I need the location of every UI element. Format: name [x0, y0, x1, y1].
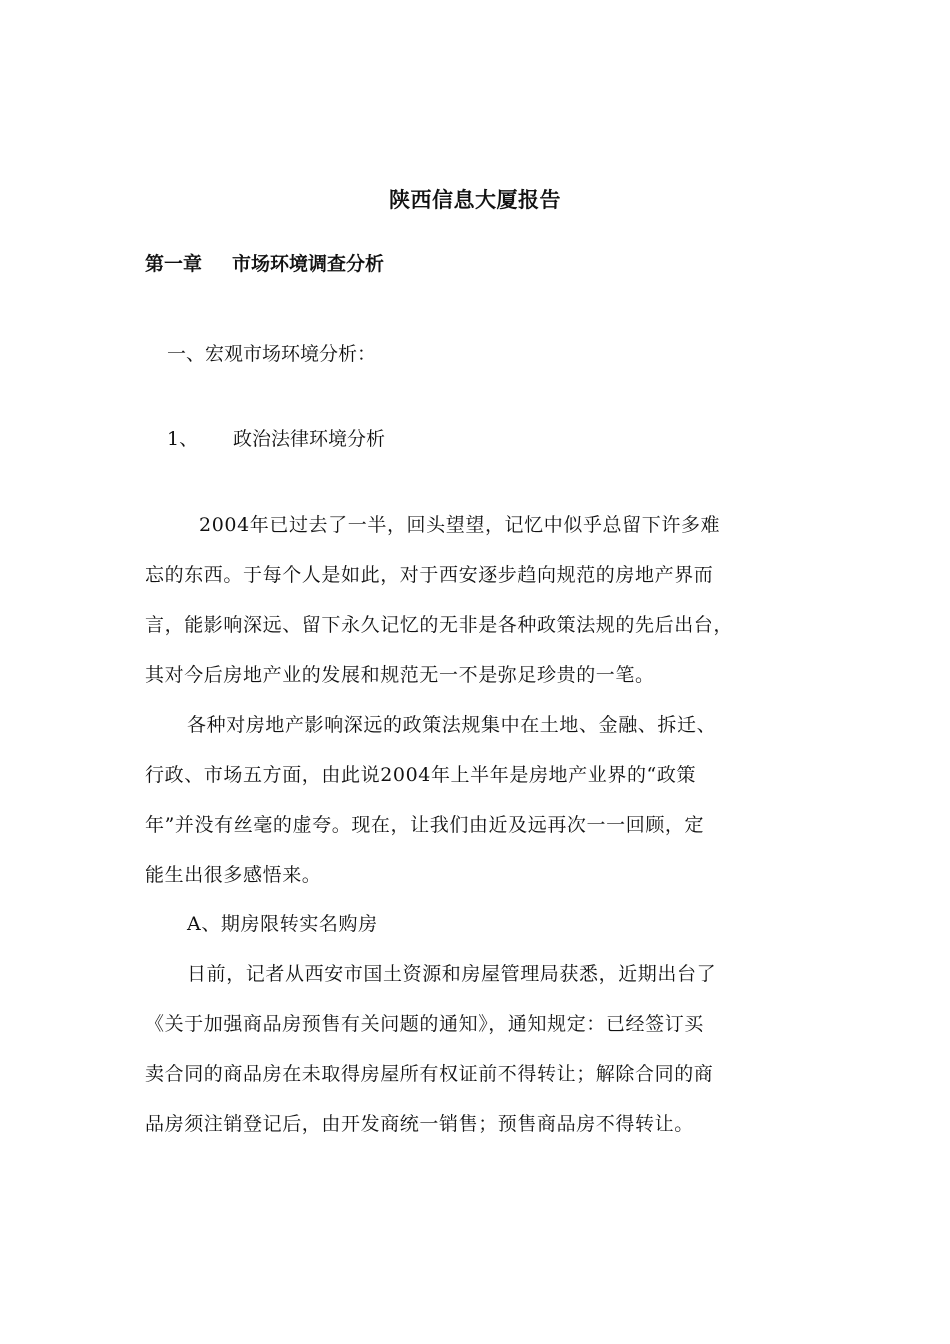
- paragraph-line: 卖合同的商品房在未取得房屋所有权证前不得转让；解除合同的商: [145, 1063, 714, 1085]
- subsection-number: 1、: [167, 428, 199, 450]
- paragraph-line: 2004年已过去了一半，回头望望，记忆中似乎总留下许多难: [199, 514, 721, 536]
- paragraph-line: 各种对房地产影响深远的政策法规集中在土地、金融、拆迁、: [187, 714, 717, 736]
- chapter-heading: [145, 249, 384, 279]
- paragraph-line: 年”并没有丝毫的虚夸。现在，让我们由近及远再次一一回顾，定: [145, 814, 705, 836]
- subsection-name: 政治法律环境分析: [233, 428, 386, 450]
- subsection-heading: [167, 424, 385, 454]
- paragraph-line: 能生出很多感悟来。: [145, 864, 322, 886]
- document-title: 陕西信息大厦报告: [389, 188, 561, 212]
- paragraph-line: 《关于加强商品房预售有关问题的通知》，通知规定：已经签订买: [145, 1013, 704, 1035]
- section-heading: 一、宏观市场环境分析：: [167, 343, 377, 365]
- paragraph-line: 忘的东西。于每个人是如此，对于西安逐步趋向规范的房地产界而: [145, 564, 714, 586]
- paragraph-line: 品房须注销登记后，由开发商统一销售；预售商品房不得转让。: [145, 1113, 694, 1135]
- item-a-heading: A、期房限转实名购房: [187, 913, 378, 935]
- paragraph-line: 行政、市场五方面，由此说2004年上半年是房地产业界的“政策: [145, 764, 697, 786]
- paragraph-line: 言，能影响深远、留下永久记忆的无非是各种政策法规的先后出台，: [145, 614, 734, 636]
- paragraph-line: 其对今后房地产业的发展和规范无一不是弥足珍贵的一笔。: [145, 664, 655, 686]
- chapter-number: 第一章: [145, 253, 203, 275]
- chapter-name: 市场环境调查分析: [232, 253, 385, 275]
- paragraph-line: 日前，记者从西安市国土资源和房屋管理局获悉，近期出台了: [187, 963, 717, 985]
